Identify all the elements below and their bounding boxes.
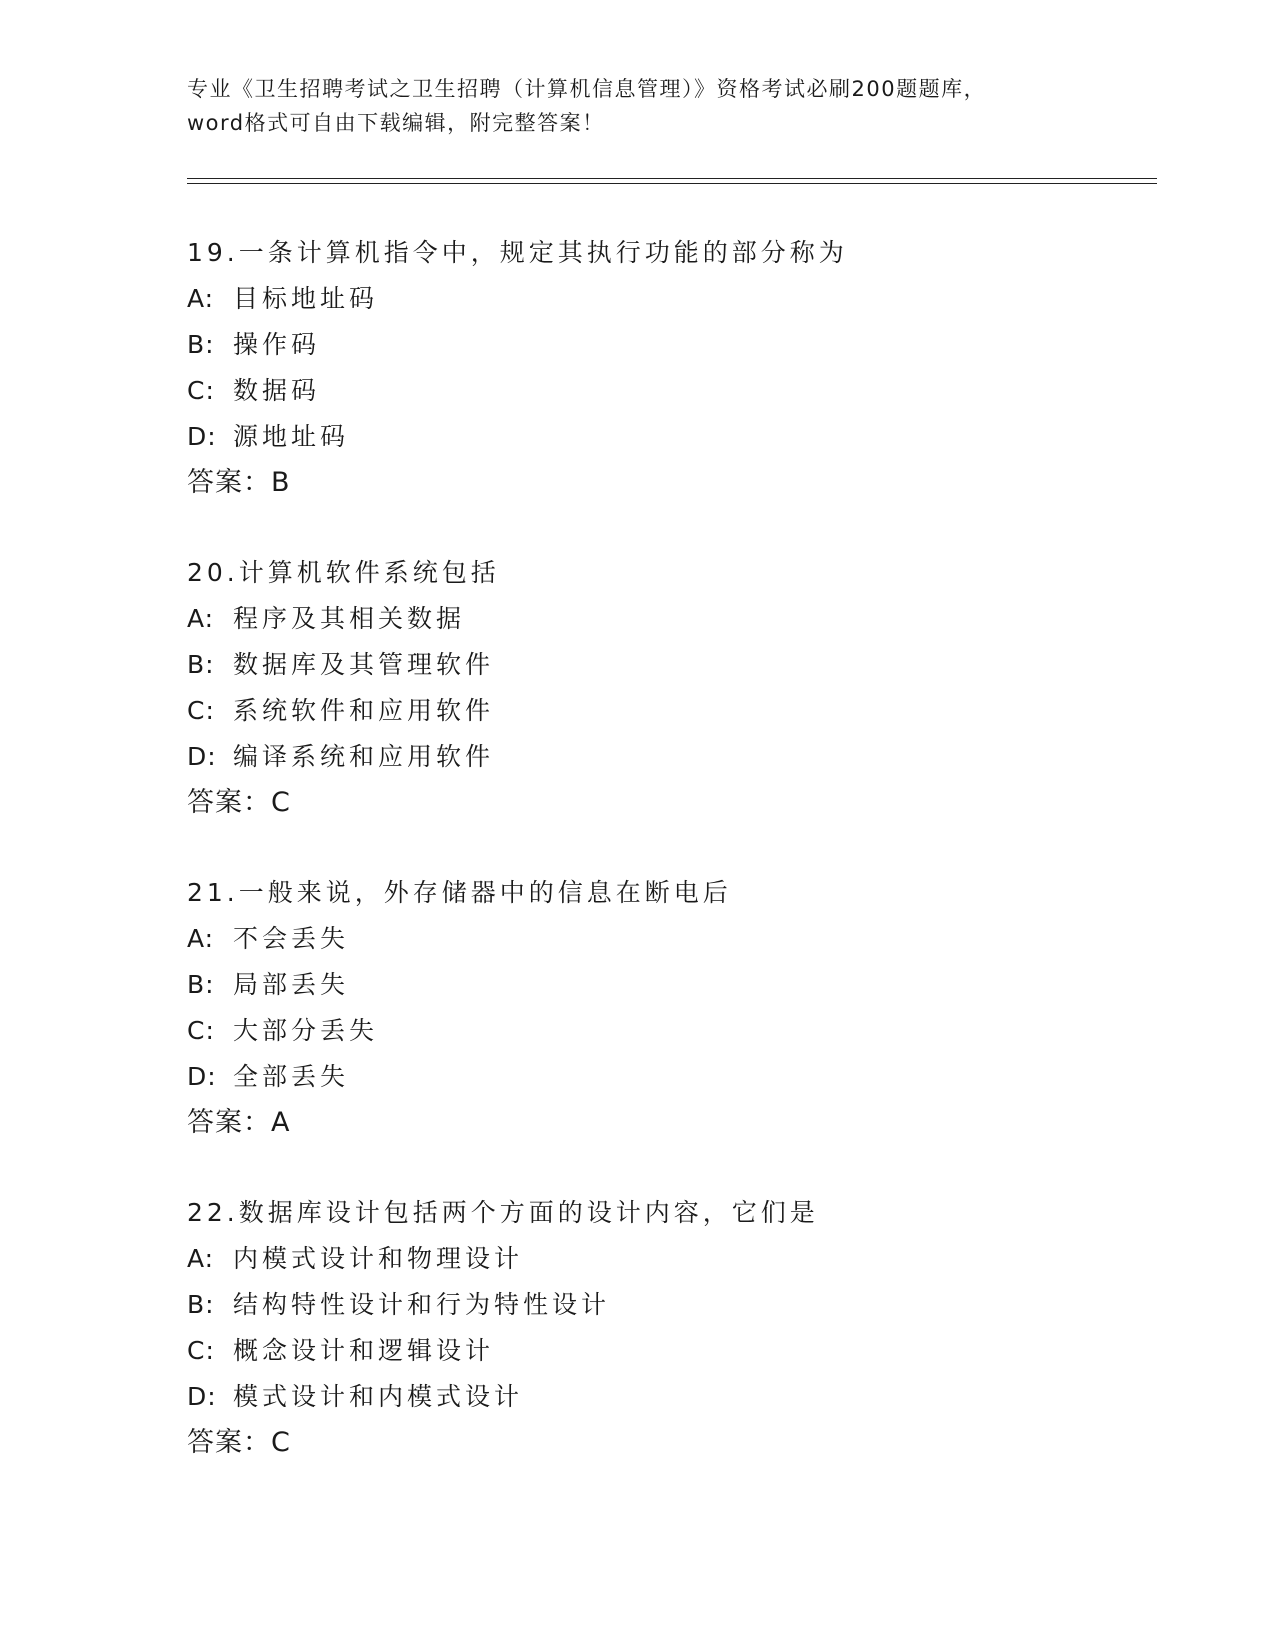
option-c	[187, 368, 1147, 414]
option-key: D:	[187, 1062, 217, 1091]
option-key: B:	[187, 970, 215, 999]
answer-line: 答案：C	[187, 787, 291, 818]
option-key: D:	[187, 422, 217, 451]
option-a	[187, 276, 1147, 322]
option-text: 概念设计和逻辑设计	[233, 1336, 495, 1365]
header-line-2: word格式可自由下载编辑，附完整答案！	[187, 111, 605, 135]
option-text: 源地址码	[233, 422, 350, 451]
option-text: 目标地址码	[233, 284, 379, 313]
document-header	[187, 72, 1087, 140]
option-text: 操作码	[233, 330, 321, 359]
option-text: 编译系统和应用软件	[233, 742, 495, 771]
option-d	[187, 734, 1147, 780]
question-block	[187, 230, 1147, 506]
option-key: A:	[187, 1244, 215, 1273]
option-text: 模式设计和内模式设计	[233, 1382, 524, 1411]
option-key: C:	[187, 1016, 215, 1045]
option-key: A:	[187, 284, 215, 313]
option-d	[187, 1374, 1147, 1420]
question-stem: 19.一条计算机指令中，规定其执行功能的部分称为	[187, 238, 848, 267]
option-text: 不会丢失	[233, 924, 350, 953]
option-text: 系统软件和应用软件	[233, 696, 495, 725]
option-a	[187, 1236, 1147, 1282]
divider-line-top	[187, 178, 1157, 179]
option-d	[187, 1054, 1147, 1100]
option-key: D:	[187, 742, 217, 771]
option-b	[187, 1282, 1147, 1328]
option-text: 结构特性设计和行为特性设计	[233, 1290, 611, 1319]
option-text: 全部丢失	[233, 1062, 350, 1091]
option-a	[187, 596, 1147, 642]
option-b	[187, 962, 1147, 1008]
option-text: 数据码	[233, 376, 321, 405]
answer-line: 答案：C	[187, 1427, 291, 1458]
option-key: B:	[187, 650, 215, 679]
option-text: 程序及其相关数据	[233, 604, 466, 633]
option-key: D:	[187, 1382, 217, 1411]
answer-line: 答案：A	[187, 1107, 291, 1138]
option-a	[187, 916, 1147, 962]
question-block	[187, 550, 1147, 826]
header-line-1: 专业《卫生招聘考试之卫生招聘（计算机信息管理）》资格考试必刷200题题库，	[187, 77, 987, 101]
option-d	[187, 414, 1147, 460]
answer-line: 答案：B	[187, 467, 291, 498]
question-block	[187, 870, 1147, 1146]
option-key: C:	[187, 696, 215, 725]
option-c	[187, 1008, 1147, 1054]
option-b	[187, 322, 1147, 368]
option-key: C:	[187, 1336, 215, 1365]
divider-line-bottom	[187, 183, 1157, 184]
option-key: B:	[187, 330, 215, 359]
option-text: 数据库及其管理软件	[233, 650, 495, 679]
option-key: C:	[187, 376, 215, 405]
question-stem: 21.一般来说，外存储器中的信息在断电后	[187, 878, 732, 907]
option-key: A:	[187, 604, 215, 633]
question-stem: 22.数据库设计包括两个方面的设计内容，它们是	[187, 1198, 819, 1227]
option-key: B:	[187, 1290, 215, 1319]
question-block	[187, 1190, 1147, 1466]
option-key: A:	[187, 924, 215, 953]
option-text: 局部丢失	[233, 970, 350, 999]
option-b	[187, 642, 1147, 688]
option-c	[187, 1328, 1147, 1374]
option-text: 大部分丢失	[233, 1016, 379, 1045]
question-stem: 20.计算机软件系统包括	[187, 558, 500, 587]
option-c	[187, 688, 1147, 734]
option-text: 内模式设计和物理设计	[233, 1244, 524, 1273]
